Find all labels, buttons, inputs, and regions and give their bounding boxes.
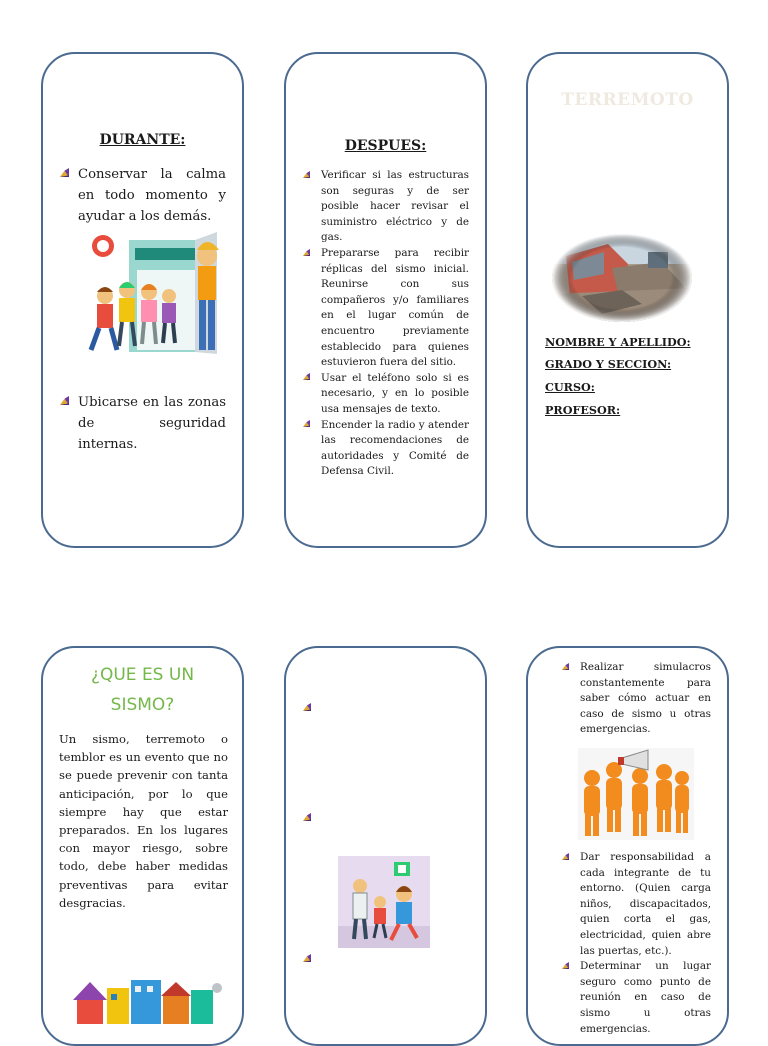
bullet-icon <box>562 962 569 969</box>
list-item: Determinar un lugar seguro como punto de reunión en caso de sismo u otras emergencias. <box>560 959 711 1037</box>
teacher-field-label: PROFESOR: <box>545 403 621 417</box>
name-field-label: NOMBRE Y APELLIDO: <box>545 335 691 349</box>
que-es-body: Un sismo, terremoto o temblor es un evento que no se puede prevenir con tanta anticipación, por lo que siempre hay que estar preparados. En los lugares con mayor riesgo, sobre todo, debe haber medidas preventivas para evitar desgracias. <box>59 732 228 910</box>
grade-field-label: GRADO Y SECCION: <box>545 357 672 371</box>
panel-durante <box>41 52 244 548</box>
panel-que-es <box>41 646 244 1046</box>
list-item: Realizar simulacros constantemente para saber cómo actuar en caso de sismo u otras emergencias. <box>560 660 711 738</box>
panel-despues <box>284 52 487 548</box>
list-item: Conservar la calma en todo momento y ayudar a los demás. <box>58 164 226 227</box>
bullet-icon <box>562 853 569 860</box>
durante-list-2 <box>58 392 226 455</box>
bullet-icon <box>60 396 69 405</box>
panel-middle-back <box>284 646 487 1046</box>
bullet-icon <box>562 663 569 670</box>
acciones-list-2 <box>560 850 711 1037</box>
bullet-icon <box>303 249 310 256</box>
bullet-icon <box>60 168 69 177</box>
bullet-icon <box>303 954 311 962</box>
team-megaphone-illustration <box>578 748 694 840</box>
collapsed-building-photo <box>552 234 692 322</box>
list-item: Encender la radio y atender las recomendaciones de autoridades y Comité de Defensa Civil. <box>301 418 469 480</box>
durante-list <box>58 164 226 227</box>
bullet-icon <box>303 171 310 178</box>
que-es-title-line1: ¿QUE ES UN <box>90 665 195 685</box>
despues-list <box>301 168 469 480</box>
bullet-icon <box>303 373 310 380</box>
list-item: Dar responsabilidad a cada integrante de tu entorno. (Quien carga niños, discapacitados, quien corta el gas, electricidad, quien abre las puertas, etc.). <box>560 850 711 959</box>
list-item: Prepararse para recibir réplicas del sismo inicial. Reunirse con sus compañeros y/o familiares en el lugar común de encuentro previamente establecido para quienes estuvieron fuera del sitio. <box>301 246 469 371</box>
durante-heading: DURANTE: <box>99 132 186 148</box>
panel-acciones <box>526 646 729 1046</box>
despues-heading: DESPUES: <box>344 138 427 154</box>
bullet-icon <box>303 813 311 821</box>
cover-title: TERREMOTO <box>561 90 694 110</box>
list-item: Usar el teléfono solo si es necesario, y en lo posible usa mensajes de texto. <box>301 371 469 418</box>
course-field-label: CURSO: <box>545 380 595 394</box>
evacuating-children-illustration <box>338 856 430 948</box>
panel-cover <box>526 52 729 548</box>
list-item: Ubicarse en las zonas de seguridad internas. <box>58 392 226 455</box>
bullet-icon <box>303 703 311 711</box>
evacuation-illustration <box>77 226 229 372</box>
bullet-icon <box>303 420 310 427</box>
acciones-list-1 <box>560 660 711 738</box>
list-item: Verificar si las estructuras son seguras y de ser posible hacer revisar el suministro eléctrico y de gas. <box>301 168 469 246</box>
que-es-title-line2: SISMO? <box>110 695 175 715</box>
houses-illustration <box>73 974 223 1024</box>
